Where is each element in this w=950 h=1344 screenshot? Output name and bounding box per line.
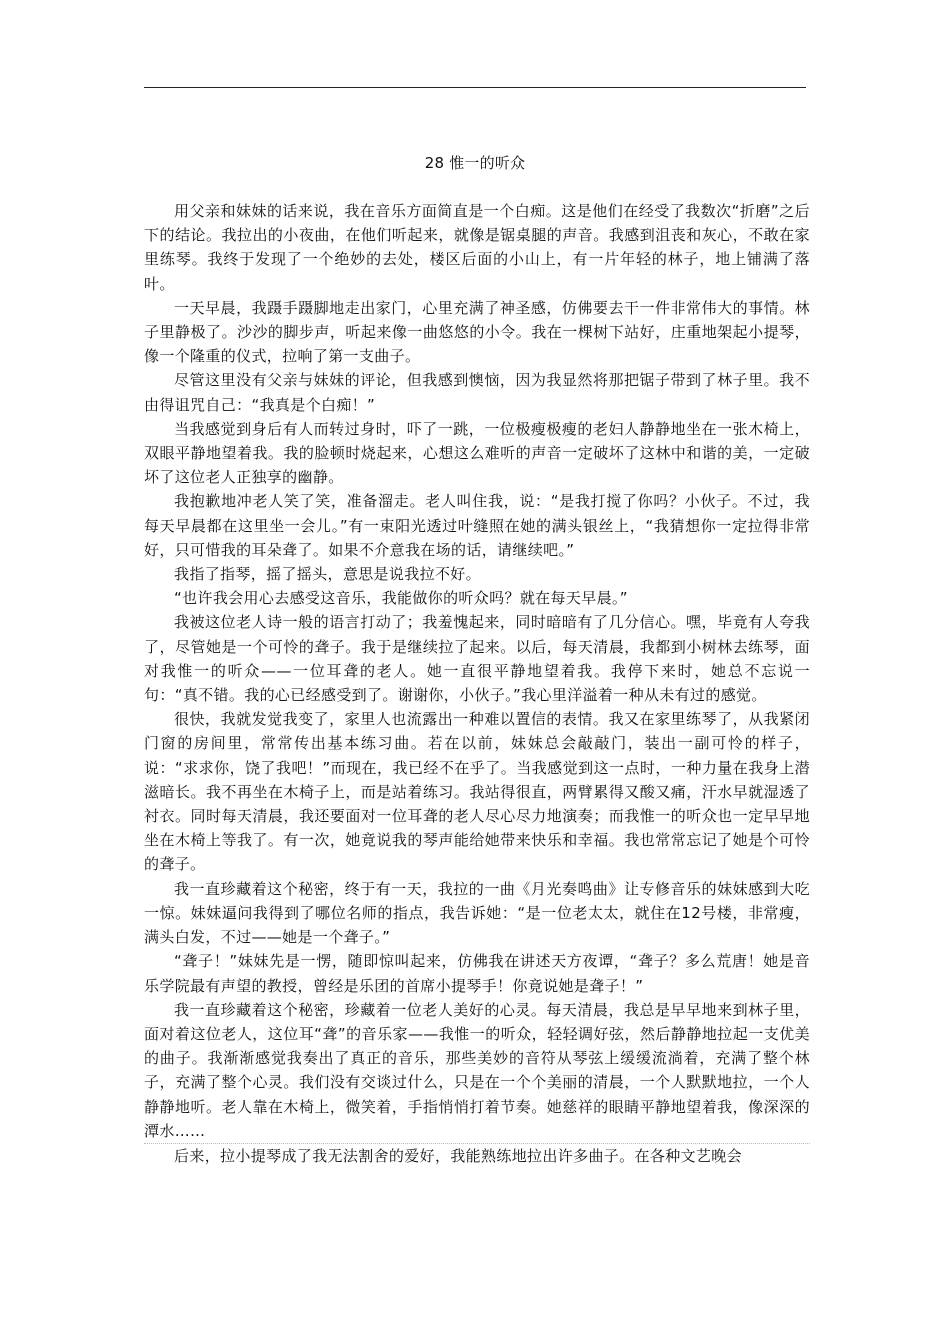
paragraph: “也许我会用心去感受这音乐，我能做你的听众吗？就在每天早晨。” — [174, 589, 628, 608]
paragraph: 当我感觉到身后有人而转过身时，吓了一跳，一位极瘦极瘦的老妇人静静地坐在一张木椅上，双眼平静地望着我。我的脸顿时烧起来，心想这么难听的声音一定破坏了这林中和谐的美，一定破坏了这位老人正独享的幽静。 — [144, 419, 810, 487]
header-rule — [144, 87, 806, 88]
paragraph: 我一直珍藏着这个秘密，珍藏着一位老人美好的心灵。每天清晨，我总是早早地来到林子里，面对着这位老人，这位耳“聋”的音乐家——我惟一的听众，轻轻调好弦，然后静静地拉起一支优美的曲子。我渐渐感觉我奏出了真正的音乐，那些美妙的音符从琴弦上缓缓流淌着，充满了整个林子，充满了整个心灵。我们没有交谈过什么，只是在一个个美丽的清晨，一个人默默地拉，一个人静静地听。老人靠在木椅上，微笑着，手指悄悄打着节奏。她慈祥的眼睛平静地望着我，像深深的潭水…… — [144, 1000, 810, 1140]
paragraph: 尽管这里没有父亲与妹妹的评论，但我感到懊恼，因为我显然将那把锯子带到了林子里。我不由得诅咒自己：“我真是个白痴！” — [144, 371, 810, 414]
article-body — [144, 199, 810, 1168]
paragraph: 我指了指琴，摇了摇头，意思是说我拉不好。 — [174, 565, 482, 584]
paragraph: 用父亲和妹妹的话来说，我在音乐方面简直是一个白痴。这是他们在经受了我数次“折磨”之后下的结论。我拉出的小夜曲，在他们听起来，就像是锯桌腿的声音。我感到沮丧和灰心，不敢在家里练琴。我终于发现了一个绝妙的去处，楼区后面的小山上，有一片年轻的林子，地上铺满了落叶。 — [144, 202, 810, 293]
article-title: 28 惟一的听众 — [424, 154, 526, 172]
paragraph: 我抱歉地冲老人笑了笑，准备溜走。老人叫住我，说：“是我打搅了你吗？小伙子。不过，我每天早晨都在这里坐一会儿。”有一束阳光透过叶缝照在她的满头银丝上，“我猜想你一定拉得非常好，只可惜我的耳朵聋了。如果不介意我在场的话，请继续吧。” — [144, 492, 810, 559]
paragraph: 我一直珍藏着这个秘密，终于有一天，我拉的一曲《月光奏鸣曲》让专修音乐的妹妹感到大吃一惊。妹妹逼问我得到了哪位名师的指点，我告诉她：“是一位老太太，就住在12号楼，非常瘦，满头白发，不过——她是一个聋子。” — [144, 879, 810, 947]
paragraph: 很快，我就发觉我变了，家里人也流露出一种难以置信的表情。我又在家里练琴了，从我紧闭门窗的房间里，常常传出基本练习曲。若在以前，妹妹总会敲敲门，装出一副可怜的样子，说：“求求你，饶了我吧！”而现在，我已经不在乎了。当我感觉到这一点时，一种力量在我身上潜滋暗长。我不再坐在木椅子上，而是站着练习。我站得很直，两臂累得又酸又痛，汗水早就湿透了衬衣。同时每天清晨，我还要面对一位耳聋的老人尽心尽力地演奏；而我惟一的听众也一定早早地坐在木椅上等我了。有一次，她竟说我的琴声能给她带来快乐和幸福。我也常常忘记了她是个可怜的聋子。 — [144, 710, 810, 874]
paragraph: 我被这位老人诗一般的语言打动了；我羞愧起来，同时暗暗有了几分信心。嘿，毕竟有人夸我了，尽管她是一个可怜的聋子。我于是继续拉了起来。以后，每天清晨，我都到小树林去练琴，面对我惟一的听众——一位耳聋的老人。她一直很平静地望着我。我停下来时，她总不忘说一句：“真不错。我的心已经感受到了。谢谢你，小伙子。”我心里洋溢着一种从未有过的感觉。 — [144, 613, 810, 705]
paragraph: 一天早晨，我蹑手蹑脚地走出家门，心里充满了神圣感，仿佛要去干一件非常伟大的事情。林子里静极了。沙沙的脚步声，听起来像一曲悠悠的小令。我在一棵树下站好，庄重地架起小提琴，像一个隆重的仪式，拉响了第一支曲子。 — [144, 298, 810, 366]
paragraph: 后来，拉小提琴成了我无法割舍的爱好，我能熟练地拉出许多曲子。在各种文艺晚会 — [144, 1143, 810, 1168]
paragraph: “聋子！”妹妹先是一愣，随即惊叫起来，仿佛我在讲述天方夜谭，“聋子？多么荒唐！她是音乐学院最有声望的教授，曾经是乐团的首席小提琴手！你竟说她是聋子！” — [144, 952, 810, 995]
